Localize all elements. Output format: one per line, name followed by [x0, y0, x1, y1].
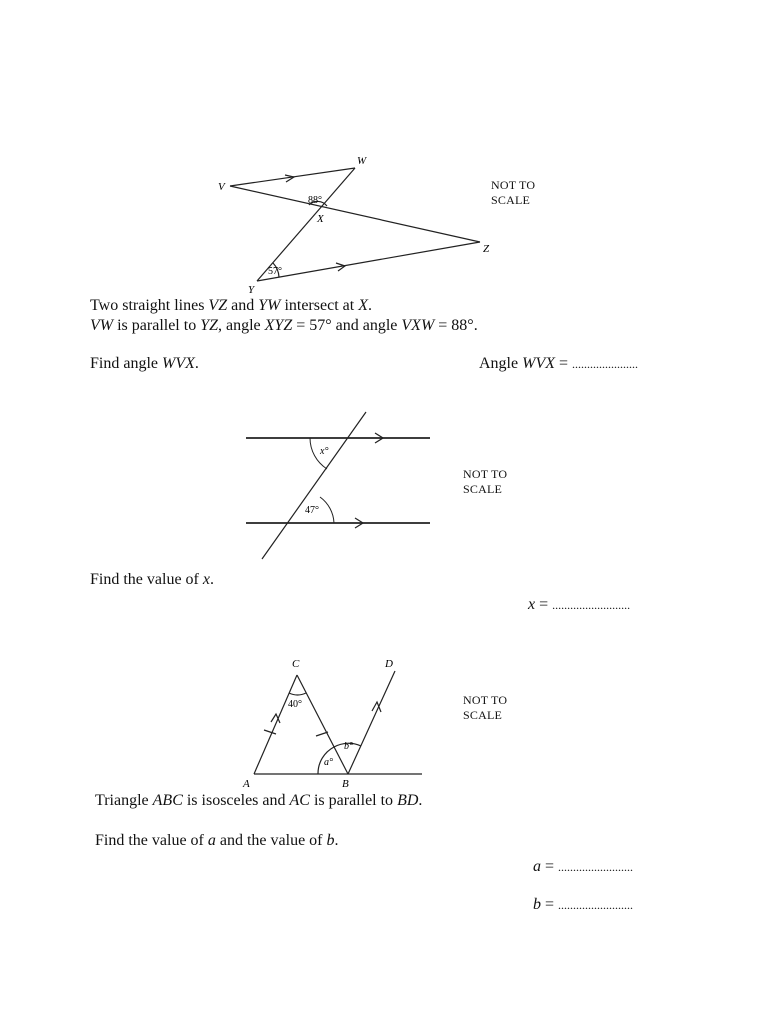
q3-p-3: b — [326, 832, 335, 849]
not-to-scale-2 — [463, 467, 507, 497]
q2-answer-blank[interactable]: .......................... — [552, 598, 631, 612]
q3-answer-b-line[interactable] — [533, 896, 633, 914]
q1-statement-line1 — [90, 297, 372, 315]
q1-diagram — [210, 150, 510, 295]
angle-47-label: 47° — [305, 505, 319, 516]
q2-prompt — [90, 571, 214, 589]
side-ac — [254, 675, 297, 774]
q3-aa-0: a — [533, 858, 541, 875]
q1-answer-line[interactable] — [479, 355, 638, 373]
q1-s1-2: and — [227, 297, 259, 314]
q1-s1-5: X — [358, 297, 368, 314]
q3-answer-a-blank[interactable]: ......................... — [558, 860, 634, 874]
label-b: B — [342, 778, 349, 790]
tick-cb — [316, 732, 328, 736]
parallel-arrow-ac — [271, 714, 280, 723]
q2-p-2: . — [209, 571, 214, 588]
not-to-scale-line1: NOT TO — [463, 693, 508, 707]
q2-diagram — [240, 410, 440, 560]
q3-p-0: Find the value of — [95, 832, 208, 849]
q1-s2-0: VW — [90, 317, 114, 334]
q1-s1-6: . — [367, 297, 372, 314]
q1-prompt — [90, 355, 199, 373]
label-d: D — [385, 658, 393, 670]
angle-arc-c — [289, 693, 306, 695]
angle-c-label: 40° — [288, 699, 302, 710]
label-x: X — [317, 213, 324, 225]
q3-s-3: AC — [289, 792, 310, 809]
q3-statement — [95, 792, 422, 810]
not-to-scale-3 — [463, 693, 507, 723]
q3-s-5: BD — [397, 792, 419, 809]
label-v: V — [218, 181, 225, 193]
parallel-arrow-vw — [285, 175, 294, 182]
q1-p-1: WVX — [162, 355, 195, 372]
q2-p-0: Find the value of — [90, 571, 203, 588]
label-a: A — [243, 778, 250, 790]
angle-arc-47 — [320, 497, 334, 523]
q2-a-1: = — [535, 596, 553, 613]
angle-vxw-label: 88° — [308, 195, 322, 206]
q1-s1-3: YW — [258, 297, 281, 314]
q3-s-2: is isosceles and — [182, 792, 290, 809]
q1-s2-5: = 57° and angle — [292, 317, 402, 334]
q1-statement-line2 — [90, 317, 478, 335]
not-to-scale-line2: SCALE — [491, 193, 531, 207]
line-yz — [257, 242, 480, 281]
q3-s-4: is parallel to — [309, 792, 398, 809]
label-w: W — [357, 155, 367, 167]
tick-ac — [264, 730, 276, 734]
q2-answer-line[interactable] — [528, 596, 630, 614]
not-to-scale-line2: SCALE — [463, 708, 503, 722]
q1-s2-4: XYZ — [264, 317, 293, 334]
line-bd — [348, 671, 395, 774]
angle-a-label: a° — [324, 757, 333, 768]
q3-answer-b-blank[interactable]: ......................... — [558, 898, 634, 912]
q2-p-1: x — [202, 571, 210, 588]
q3-p-1: a — [207, 832, 216, 849]
q3-ab-1: = — [541, 896, 559, 913]
not-to-scale-line1: NOT TO — [491, 178, 536, 192]
q3-answer-a-line[interactable] — [533, 858, 633, 876]
q1-a-1: WVX — [522, 355, 555, 372]
q3-s-6: . — [418, 792, 423, 809]
q3-diagram — [240, 655, 430, 790]
q3-p-2: and the value of — [215, 832, 327, 849]
q1-answer-blank[interactable]: ...................... — [572, 357, 639, 371]
q1-s2-2: YZ — [200, 317, 218, 334]
q3-s-1: ABC — [152, 792, 183, 809]
q3-prompt — [95, 832, 339, 850]
label-z: Z — [483, 243, 490, 255]
q1-s2-7: = 88°. — [434, 317, 478, 334]
q1-s1-4: intersect at — [280, 297, 359, 314]
q1-p-0: Find angle — [90, 355, 162, 372]
q1-s2-1: is parallel to — [113, 317, 201, 334]
angle-x-label: x° — [320, 446, 329, 457]
q3-s-0: Triangle — [95, 792, 153, 809]
label-c: C — [292, 658, 300, 670]
q1-s2-3: , angle — [218, 317, 265, 334]
angle-b-label: b° — [344, 741, 353, 752]
q2-a-0: x — [528, 596, 536, 613]
q1-s1-1: VZ — [208, 297, 228, 314]
angle-xyz-label: 57° — [268, 266, 282, 277]
not-to-scale-1 — [491, 178, 535, 208]
q3-ab-0: b — [533, 896, 541, 913]
q3-p-4: . — [334, 832, 339, 849]
q1-a-0: Angle — [479, 355, 523, 372]
line-vz — [230, 186, 480, 242]
q1-p-2: . — [194, 355, 199, 372]
q1-a-2: = — [554, 355, 573, 372]
q3-aa-1: = — [541, 858, 559, 875]
q1-s2-6: VXW — [401, 317, 435, 334]
q1-s1-0: Two straight lines — [90, 297, 209, 314]
label-y: Y — [248, 284, 255, 296]
not-to-scale-line1: NOT TO — [463, 467, 508, 481]
side-cb — [297, 675, 348, 774]
not-to-scale-line2: SCALE — [463, 482, 503, 496]
transversal — [262, 412, 366, 559]
